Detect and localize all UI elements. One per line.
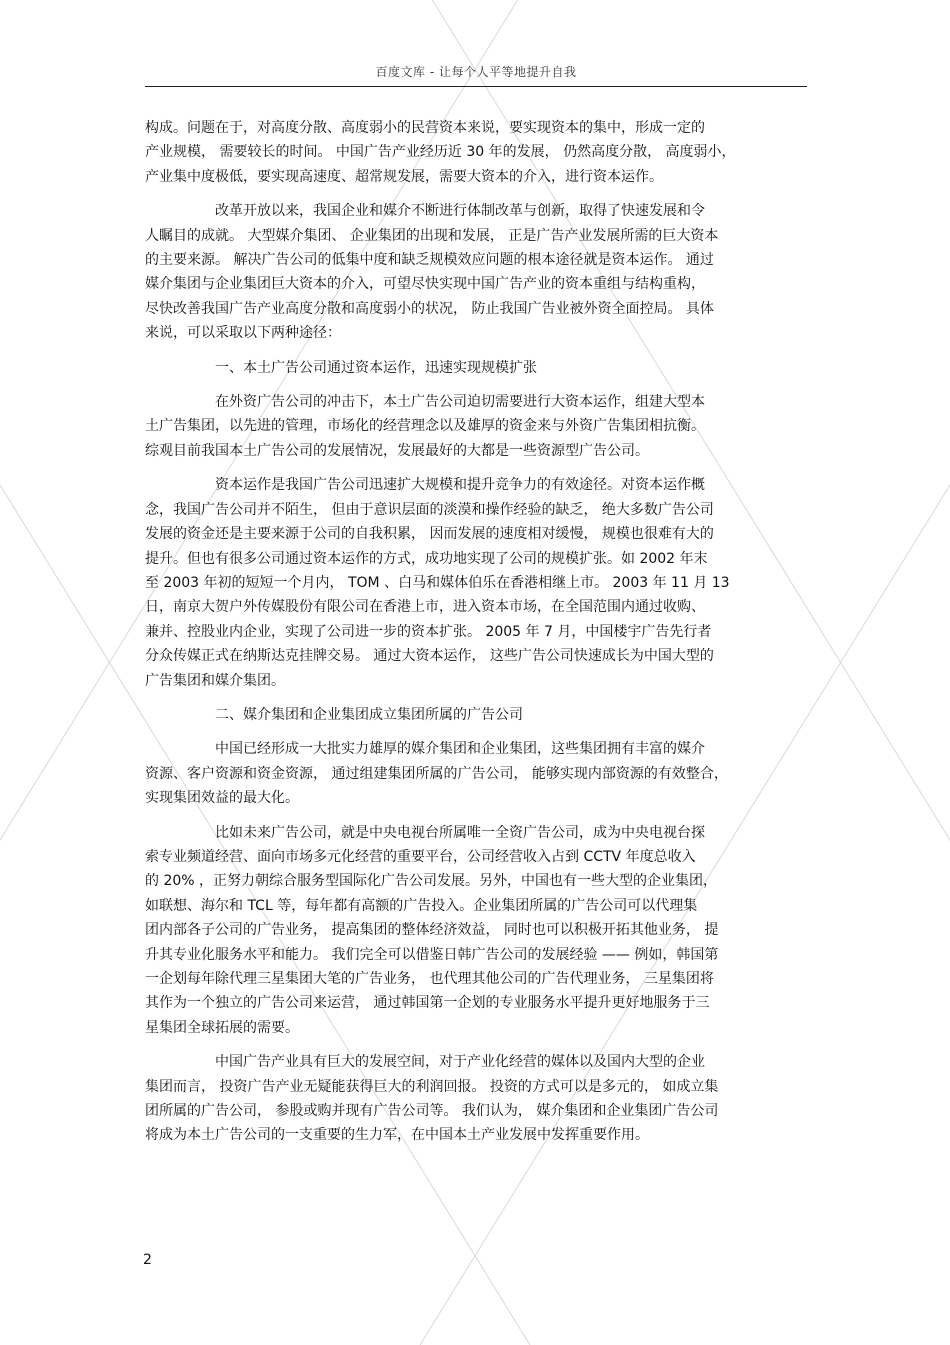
text-line: 发展的资金还是主要来源于公司的自我积累， 因而发展的速度相对缓慢， 规模也很难有大的 <box>145 526 714 543</box>
paragraph <box>145 390 807 463</box>
text-line: 升其专业化服务水平和能力。 我们完全可以借鉴日韩广告公司的发展经验 —— 例如，韩国第 <box>145 946 719 963</box>
paragraph <box>145 821 807 1041</box>
text-line: 的 20% ，正努力朝综合服务型国际化广告公司发展。另外，中国也有一些大型的企业集团， <box>145 873 718 890</box>
text-line: 比如未来广告公司，就是中央电视台所属唯一全资广告公司，成为中央电视台探 <box>215 824 705 841</box>
text-line: 在外资广告公司的冲击下，本土广告公司迫切需要进行大资本运作，组建大型本 <box>215 394 705 411</box>
text-line: 综观目前我国本土广告公司的发展情况，发展最好的大都是一些资源型广告公司。 <box>145 442 649 459</box>
paragraph <box>145 1050 807 1148</box>
section-heading <box>145 356 807 380</box>
text-line: 提升。但也有很多公司通过资本运作的方式，成功地实现了公司的规模扩张。如 2002 年末 <box>145 550 708 567</box>
text-line: 尽快改善我国广告产业高度分散和高度弱小的状况， 防止我国广告业被外资全面控局。 具体 <box>145 300 714 317</box>
text-line: 集团而言， 投资广告产业无疑能获得巨大的利润回报。 投资的方式可以是多元的， 如成立集 <box>145 1078 719 1095</box>
paragraph <box>145 473 807 693</box>
document-body <box>145 116 807 1158</box>
text-line: 构成。问题在于，对高度分散、高度弱小的民营资本来说，要实现资本的集中，形成一定的 <box>145 120 705 136</box>
text-line: 人瞩目的成就。 大型媒介集团、 企业集团的出现和发展， 正是广告产业发展所需的巨大资本 <box>145 227 719 244</box>
text-line: 产业规模， 需要较长的时间。 中国广告产业经历近 30 年的发展， 仍然高度分散， 高度弱小， <box>145 144 736 161</box>
text-line: 索专业频道经营、面向市场多元化经营的重要平台，公司经营收入占到 CCTV 年度总收入 <box>145 848 696 865</box>
text-line: 广告集团和媒介集团。 <box>145 672 285 689</box>
text-line: 产业集中度极低，要实现高速度、超常规发展，需要大资本的介入，进行资本运作。 <box>145 168 663 185</box>
text-line: 兼并、控股业内企业，实现了公司进一步的资本扩张。 2005 年 7 月，中国楼宇广告先行者 <box>145 623 712 640</box>
text-line: 将成为本土广告公司的一支重要的生力军，在中国本土产业发展中发挥重要作用。 <box>145 1127 649 1144</box>
header-text: 百度文库 - 让每个人平等地提升自我 <box>375 65 577 79</box>
paragraph <box>145 737 807 810</box>
paragraph <box>145 116 807 189</box>
text-line: 如联想、海尔和 TCL 等，每年都有高额的广告投入。企业集团所属的广告公司可以代理集 <box>145 897 698 914</box>
paragraph <box>145 199 807 345</box>
page-header <box>145 64 807 87</box>
text-line: 日，南京大贺户外传媒股份有限公司在香港上市，进入资本市场，在全国范围内通过收购、 <box>145 599 705 616</box>
text-line: 一企划每年除代理三星集团大笔的广告业务， 也代理其他公司的广告代理业务， 三星集团将 <box>145 971 714 987</box>
text-line: 一、本土广告公司通过资本运作，迅速实现规模扩张 <box>215 359 537 376</box>
text-line: 其作为一个独立的广告公司来运营， 通过韩国第一企划的专业服务水平提升更好地服务于三 <box>145 995 710 1012</box>
text-line: 念，我国广告公司并不陌生， 但由于意识层面的淡漠和操作经验的缺乏， 绝大多数广告公司 <box>145 501 714 518</box>
text-line: 分众传媒正式在纳斯达克挂牌交易。 通过大资本运作， 这些广告公司快速成长为中国大型的 <box>145 648 714 665</box>
text-line: 改革开放以来，我国企业和媒介不断进行体制改革与创新，取得了快速发展和令 <box>215 203 705 220</box>
text-line: 中国已经形成一大批实力雄厚的媒介集团和企业集团，这些集团拥有丰富的媒介 <box>215 741 705 758</box>
text-line: 团内部各子公司的广告业务， 提高集团的整体经济效益， 同时也可以积极开拓其他业务， 提 <box>145 922 719 939</box>
text-line: 资本运作是我国广告公司迅速扩大规模和提升竞争力的有效途径。对资本运作概 <box>215 477 705 494</box>
text-line: 至 2003 年初的短短一个月内， TOM 、白马和媒体伯乐在香港相继上市。 2003 年 11 月 13 <box>145 574 730 591</box>
text-line: 实现集团效益的最大化。 <box>145 790 299 807</box>
text-line: 来说，可以采取以下两种途径： <box>145 325 341 342</box>
text-line: 媒介集团与企业集团巨大资本的介入，可望尽快实现中国广告产业的资本重组与结构重构， <box>145 276 705 293</box>
section-heading <box>145 703 807 727</box>
text-line: 资源、客户资源和资金资源， 通过组建集团所属的广告公司， 能够实现内部资源的有效整合， <box>145 765 728 782</box>
text-line: 土广告集团，以先进的管理，市场化的经营理念以及雄厚的资金来与外资广告集团相抗衡。 <box>145 418 705 435</box>
text-line: 中国广告产业具有巨大的发展空间，对于产业化经营的媒体以及国内大型的企业 <box>215 1054 705 1071</box>
text-line: 二、媒介集团和企业集团成立集团所属的广告公司 <box>215 706 523 723</box>
text-line: 的主要来源。 解决广告公司的低集中度和缺乏规模效应问题的根本途径就是资本运作。 通过 <box>145 252 714 269</box>
page-number: 2 <box>143 1252 152 1268</box>
text-line: 团所属的广告公司， 参股或购并现有广告公司等。 我们认为， 媒介集团和企业集团广告公司 <box>145 1103 719 1120</box>
text-line: 星集团全球拓展的需要。 <box>145 1019 299 1036</box>
